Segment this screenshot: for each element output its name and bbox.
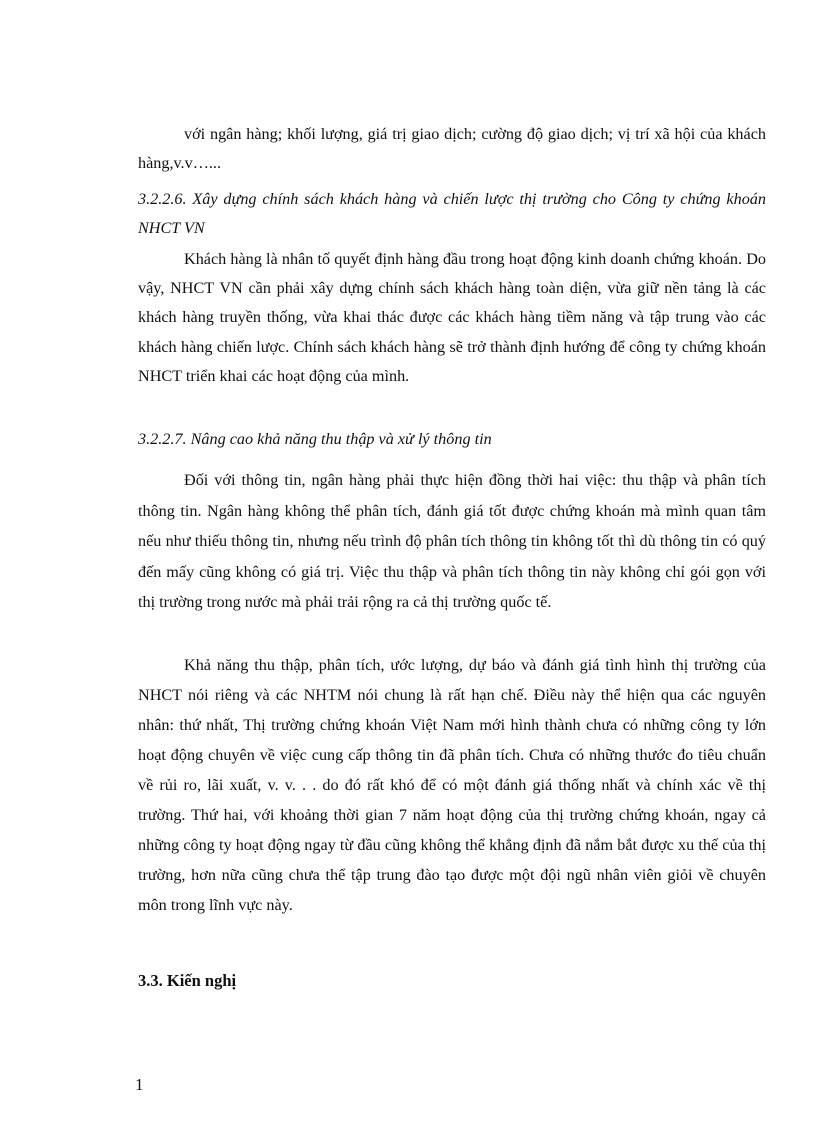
heading-3-2-2-7: 3.2.2.7. Nâng cao khả năng thu thập và xử lý thông tin [138,430,492,448]
heading-3-2-2-6: 3.2.2.6. Xây dựng chính sách khách hàng và chiến lược thị trường cho Công ty chứng khoán NHCT VN [138,190,766,237]
paragraph-continuation: với ngân hàng; khối lượng, giá trị giao dịch; cường độ giao dịch; vị trí xã hội của khách hàng,v.v…... [138,125,766,172]
paragraph-information: Đối với thông tin, ngân hàng phải thực hiện đồng thời hai việc: thu thập và phân tích thông tin. Ngân hàng không thể phân tích, đánh giá tốt được chứng khoán mà mình quan tâm nếu như thiếu thông tin, nhưng nếu trình độ phân tích thông tin không tốt thì dù thông tin có quý đến mấy cũng không có giá trị. Việc thu thập và phân tích thông tin này không chỉ gói gọn với thị trường trong nước mà phải trải rộng ra cả thị trường quốc tế. [138,471,766,611]
paragraph-customer-policy: Khách hàng là nhân tố quyết định hàng đầu trong hoạt động kinh doanh chứng khoán. Do vậy, NHCT VN cần phải xây dựng chính sách khách hàng toàn diện, vừa giữ nền tảng là các khách hàng truyền thống, vừa khai thác được các khách hàng tiềm năng và tập trung vào các khách hàng chiến lược. Chính sách khách hàng sẽ trở thành định hướng để công ty chứng khoán NHCT triển khai các hoạt động của mình. [138,250,766,385]
heading-3-3-recommendations: 3.3. Kiến nghị [138,971,237,990]
page-number: 1 [135,1075,144,1094]
paragraph-market-analysis: Khả năng thu thập, phân tích, ước lượng, dự báo và đánh giá tình hình thị trường của NHCT nói riêng và các NHTM nói chung là rất hạn chế. Điều này thể hiện qua các nguyên nhân: thứ nhất, Thị trường chứng khoán Việt Nam mới hình thành chưa có những công ty lớn hoạt động chuyên về việc cung cấp thông tin đã phân tích. Chưa có những thước đo tiêu chuẩn về rủi ro, lãi xuất, v. v. . . do đó rất khó để có một đánh giá thống nhất và chính xác về thị trường. Thứ hai, với khoảng thời gian 7 năm hoạt động của thị trường chứng khoán, ngay cả những công ty hoạt động ngay từ đầu cũng không thể khẳng định đã nắm bắt được xu thế của thị trường, hơn nữa cũng chưa thể tập trung đào tạo được một đội ngũ nhân viên giỏi về chuyên môn trong lĩnh vực này. [138,656,766,914]
